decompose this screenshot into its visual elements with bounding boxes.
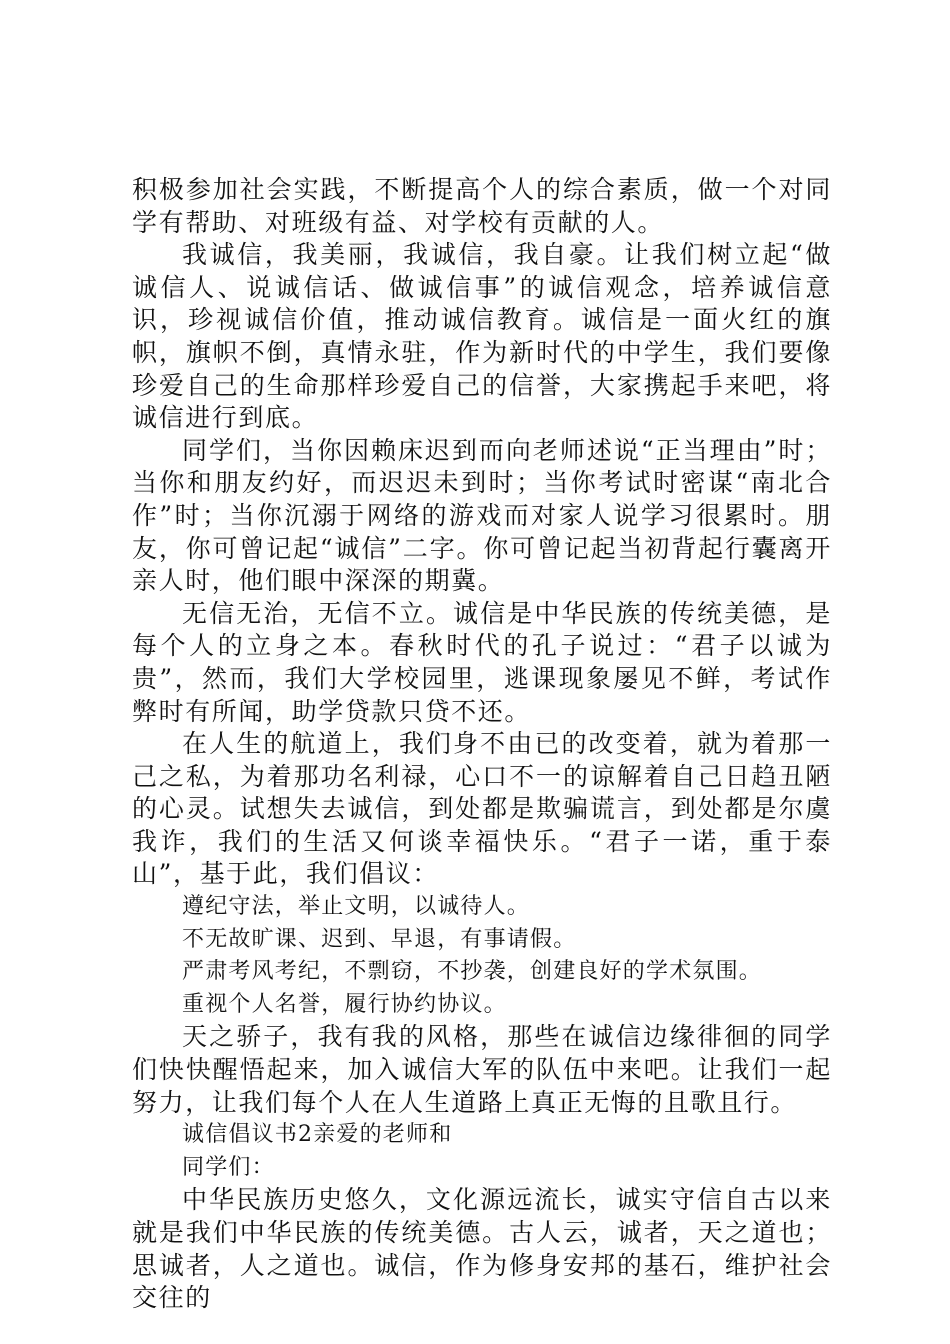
paragraph-5: 在人生的航道上，我们身不由已的改变着，就为着那一己之私，为着那功名利禄，心口不一的谅解着自己日趋丑陋的心灵。试想失去诚信，到处都是欺骗谎言，到处都是尔虞我诈，我们的生活又何谈幸福快乐。“君子一诺，重于泰山”，基于此，我们倡议： <box>132 729 832 889</box>
proposal-item-2: 不无故旷课、迟到、早退，有事请假。 <box>182 926 577 952</box>
paragraph-4: 无信无治，无信不立。诚信是中华民族的传统美德，是每个人的立身之本。春秋时代的孔子说过：“君子以诚为贵”，然而，我们大学校园里，逃课现象屡见不鲜，考试作弊时有所闻，助学贷款只贷不还。 <box>132 598 832 726</box>
proposal-item-4: 重视个人名誉，履行协约协议。 <box>182 991 507 1017</box>
paragraph-3: 同学们，当你因赖床迟到而向老师述说“正当理由”时；当你和朋友约好，而迟迟未到时；当你考试时密谋“南北合作”时；当你沉溺于网络的游戏而对家人说学习很累时。朋友，你可曾记起“诚信”二字。你可曾记起当初背起行囊离开亲人时，他们眼中深深的期冀。 <box>132 435 832 596</box>
closing-paragraph: 天之骄子，我有我的风格，那些在诚信边缘徘徊的同学们快快醒悟起来，加入诚信大军的队伍中来吧。让我们一起努力，让我们每个人在人生道路上真正无悔的且歌且行。 <box>132 1022 832 1117</box>
document-body <box>132 174 832 1315</box>
second-document-heading: 诚信倡议书2亲爱的老师和 <box>182 1122 453 1148</box>
proposal-item-3: 严肃考风考纪，不剽窃，不抄袭，创建良好的学术氛围。 <box>182 959 763 985</box>
paragraph-1: 积极参加社会实践，不断提高个人的综合素质，做一个对同学有帮助、对班级有益、对学校有贡献的人。 <box>132 175 832 237</box>
paragraph-last: 中华民族历史悠久，文化源远流长，诚实守信自古以来就是我们中华民族的传统美德。古人云，诚者，天之道也；思诚者，人之道也。诚信，作为修身安邦的基石，维护社会交往的 <box>132 1185 832 1313</box>
second-document-salutation: 同学们： <box>182 1154 275 1180</box>
proposal-item-1: 遵纪守法，举止文明，以诚待人。 <box>182 894 531 920</box>
paragraph-2: 我诚信，我美丽，我诚信，我自豪。让我们树立起“做诚信人、说诚信话、做诚信事”的诚信观念，培养诚信意识，珍视诚信价值，推动诚信教育。诚信是一面火红的旗帜，旗帜不倒，真情永驻，作为新时代的中学生，我们要像珍爱自己的生命那样珍爱自己的信誉，大家携起手来吧，将诚信进行到底。 <box>132 240 832 433</box>
